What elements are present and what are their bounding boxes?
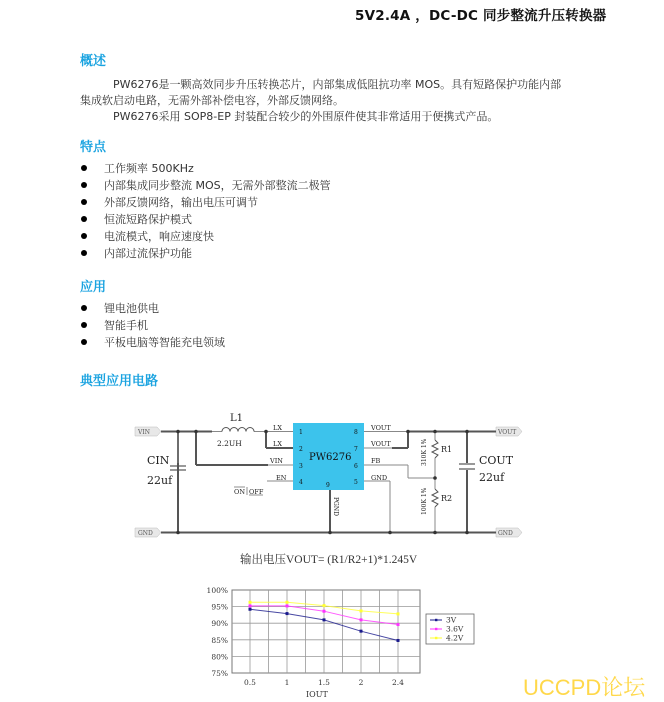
feature-item: 内部集成同步整流 MOS，无需外部整流二极管 xyxy=(80,177,331,194)
svg-text:VIN: VIN xyxy=(138,429,150,436)
chart-x-label: IOUT xyxy=(306,690,328,699)
overview-paragraph-line-2: 集成软启动电路，无需外部补偿电容，外部反馈网络。 xyxy=(80,94,344,107)
bullet-icon xyxy=(81,322,87,328)
svg-text:22uf: 22uf xyxy=(147,474,173,487)
resistor-r1 xyxy=(421,438,452,466)
feature-item: 外部反馈网络，输出电压可调节 xyxy=(80,194,331,211)
svg-text:PGND: PGND xyxy=(332,497,339,516)
application-circuit-schematic xyxy=(0,400,664,550)
feature-item: 电流模式，响应速度快 xyxy=(80,228,331,245)
svg-text:75%: 75% xyxy=(211,669,228,678)
svg-text:100K 1%: 100K 1% xyxy=(421,487,428,515)
svg-text:85%: 85% xyxy=(211,635,228,645)
svg-text:90%: 90% xyxy=(211,619,228,629)
features-heading: 特点 xyxy=(80,140,107,155)
gnd-port-left xyxy=(135,528,161,537)
svg-text:3.6V: 3.6V xyxy=(446,624,464,634)
svg-text:VOUT: VOUT xyxy=(371,424,391,432)
svg-text:0.5: 0.5 xyxy=(244,678,256,687)
feature-item: 内部过流保护功能 xyxy=(80,245,331,262)
svg-text:LX: LX xyxy=(273,440,282,448)
svg-text:7: 7 xyxy=(354,446,358,453)
svg-text:LX: LX xyxy=(273,424,282,432)
circuit-heading: 典型应用电路 xyxy=(80,374,159,389)
svg-text:1.5: 1.5 xyxy=(318,678,330,687)
bullet-icon xyxy=(81,199,87,205)
document-title: 5V2.4A ，DC-DC 同步整流升压转换器 xyxy=(355,8,607,24)
svg-text:5: 5 xyxy=(354,479,358,486)
bullet-icon xyxy=(81,305,87,311)
applications-list xyxy=(80,300,225,351)
vout-port xyxy=(496,427,522,436)
overview-paragraph-line-1: PW6276是一颗高效同步升压转换芯片，内部集成低阻抗功率 MOS。具有短路保护功能内部 xyxy=(113,78,562,91)
features-list xyxy=(80,160,331,262)
svg-text:100%: 100% xyxy=(206,586,228,595)
svg-text:GND: GND xyxy=(138,530,153,537)
application-item: 锂电池供电 xyxy=(80,300,225,317)
svg-text:GND: GND xyxy=(498,530,513,537)
svg-text:ON: ON xyxy=(234,488,246,496)
svg-text:3V: 3V xyxy=(446,615,457,625)
svg-text:OFF: OFF xyxy=(249,488,264,496)
svg-text:CIN: CIN xyxy=(147,454,170,467)
application-item: 平板电脑等智能充电领域 xyxy=(80,334,225,351)
svg-text:22uf: 22uf xyxy=(479,471,505,484)
svg-text:3: 3 xyxy=(299,463,303,470)
feature-item: 恒流短路保护模式 xyxy=(80,211,331,228)
svg-text:VOUT: VOUT xyxy=(498,429,517,436)
svg-text:R1: R1 xyxy=(441,445,453,454)
overview-heading: 概述 xyxy=(80,54,107,69)
svg-text:2: 2 xyxy=(358,678,364,687)
svg-text:PW6276: PW6276 xyxy=(309,452,352,463)
svg-text:2: 2 xyxy=(299,446,303,453)
bullet-icon xyxy=(81,250,87,256)
svg-text:8: 8 xyxy=(354,429,358,436)
svg-text:EN: EN xyxy=(276,474,287,482)
svg-text:1: 1 xyxy=(299,429,303,436)
svg-text:2.4: 2.4 xyxy=(392,678,404,687)
inductor-l1 xyxy=(217,413,254,448)
forum-watermark: UCCPD论坛 xyxy=(523,675,646,700)
svg-text:1: 1 xyxy=(284,678,290,687)
chart-x-axis xyxy=(244,678,404,687)
svg-text:310K 1%: 310K 1% xyxy=(421,438,428,466)
svg-text:L1: L1 xyxy=(230,413,244,424)
application-item: 智能手机 xyxy=(80,317,225,334)
bullet-icon xyxy=(81,339,87,345)
svg-text:4.2V: 4.2V xyxy=(446,633,464,643)
svg-text:VIN: VIN xyxy=(270,457,283,465)
svg-text:6: 6 xyxy=(354,463,358,470)
chart-y-axis xyxy=(207,586,228,678)
resistor-r2 xyxy=(421,487,452,515)
svg-text:95%: 95% xyxy=(211,602,228,612)
feature-item: 工作频率 500KHz xyxy=(80,160,331,177)
vin-port xyxy=(135,427,161,436)
bullet-icon xyxy=(81,233,87,239)
svg-text:COUT: COUT xyxy=(479,454,514,467)
svg-text:80%: 80% xyxy=(211,652,228,662)
svg-text:VOUT: VOUT xyxy=(371,440,391,448)
bullet-icon xyxy=(81,216,87,222)
en-on-off-label xyxy=(234,487,264,496)
chart-legend xyxy=(426,614,474,644)
overview-paragraph-2: PW6276采用 SOP8-EP 封装配合较少的外围原件使其非常适用于便携式产品。 xyxy=(113,110,499,123)
applications-heading: 应用 xyxy=(80,280,107,295)
output-voltage-formula: 输出电压VOUT= (R1/R2+1)*1.245V xyxy=(240,554,418,566)
capacitor-cin xyxy=(147,454,186,487)
bullet-icon xyxy=(81,182,87,188)
svg-text:4: 4 xyxy=(299,479,303,486)
svg-text:FB: FB xyxy=(371,457,381,465)
svg-text:GND: GND xyxy=(371,474,388,482)
svg-text:9: 9 xyxy=(326,482,330,489)
gnd-port-right xyxy=(496,528,522,537)
bullet-icon xyxy=(81,165,87,171)
svg-text:2.2UH: 2.2UH xyxy=(217,439,242,448)
svg-text:R2: R2 xyxy=(441,494,453,503)
